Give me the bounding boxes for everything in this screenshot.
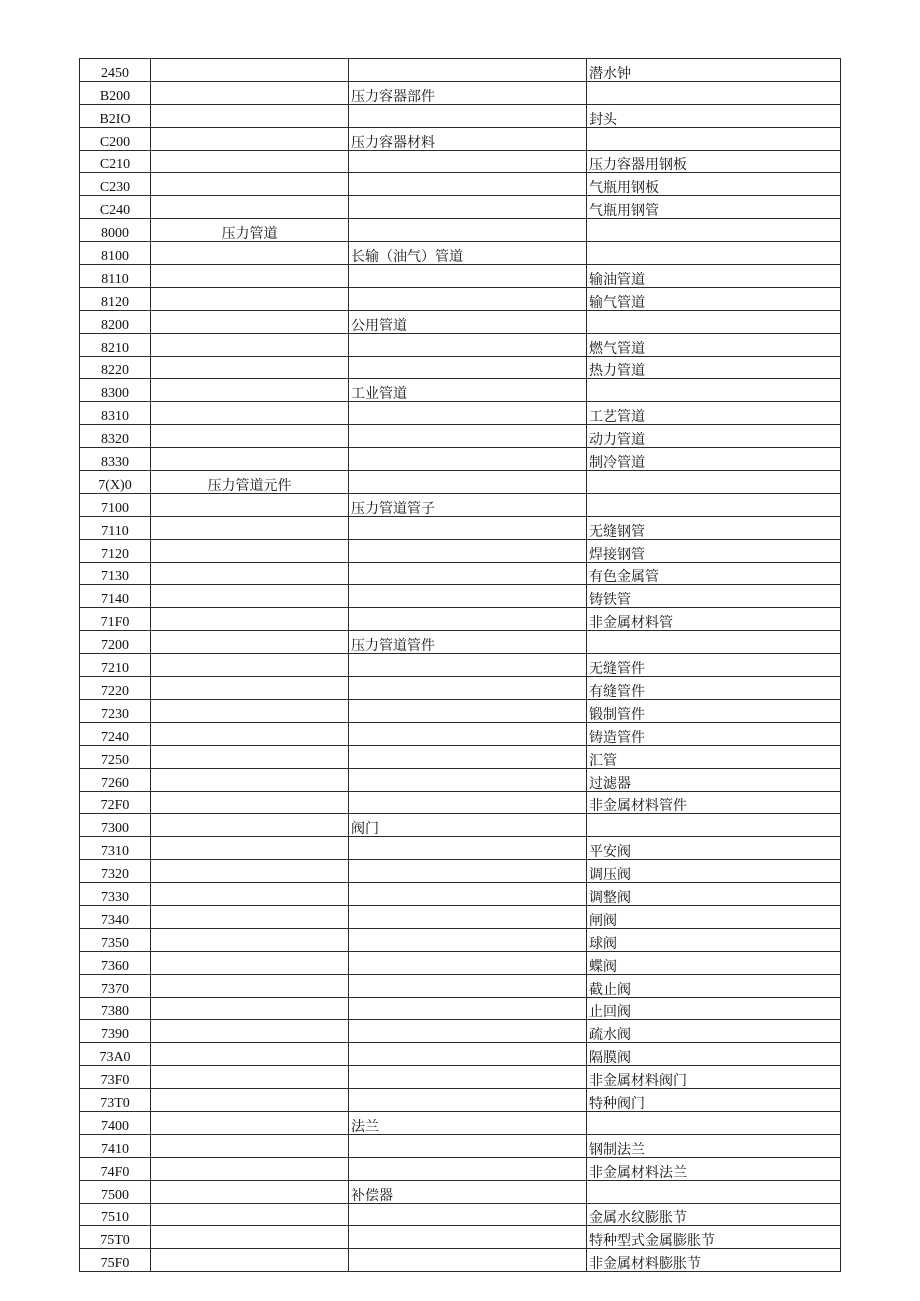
code-cell: 7390 (80, 1020, 151, 1043)
category-cell: 压力管道元件 (151, 471, 349, 494)
item-cell: 铸铁管 (587, 585, 841, 608)
item-cell (587, 310, 841, 333)
table-row (80, 379, 841, 402)
subcategory-cell (349, 905, 587, 928)
table-row (80, 356, 841, 379)
code-cell: 8110 (80, 265, 151, 288)
code-cell: 8100 (80, 242, 151, 265)
code-cell: 7340 (80, 905, 151, 928)
item-cell (587, 1111, 841, 1134)
code-cell: 7320 (80, 860, 151, 883)
category-cell (151, 1089, 349, 1112)
code-cell: 7380 (80, 997, 151, 1020)
table-row (80, 768, 841, 791)
item-cell: 制冷管道 (587, 448, 841, 471)
subcategory-cell (349, 768, 587, 791)
code-cell: 7260 (80, 768, 151, 791)
item-cell: 调整阀 (587, 883, 841, 906)
table-row (80, 287, 841, 310)
table-row (80, 860, 841, 883)
subcategory-cell (349, 425, 587, 448)
code-cell: 7230 (80, 699, 151, 722)
item-cell (587, 493, 841, 516)
table-row (80, 1020, 841, 1043)
code-cell: 72F0 (80, 791, 151, 814)
category-cell (151, 722, 349, 745)
category-cell (151, 196, 349, 219)
category-cell (151, 356, 349, 379)
table-row (80, 1089, 841, 1112)
category-cell (151, 310, 349, 333)
subcategory-cell (349, 608, 587, 631)
subcategory-cell: 压力容器材料 (349, 127, 587, 150)
item-cell: 无缝管件 (587, 654, 841, 677)
item-cell: 金属水纹膨胀节 (587, 1203, 841, 1226)
item-cell: 钢制法兰 (587, 1134, 841, 1157)
category-cell (151, 59, 349, 82)
subcategory-cell (349, 1134, 587, 1157)
code-cell: 8320 (80, 425, 151, 448)
item-cell: 平安阀 (587, 837, 841, 860)
code-cell: 7210 (80, 654, 151, 677)
item-cell: 闸阀 (587, 905, 841, 928)
table-row (80, 539, 841, 562)
category-cell (151, 104, 349, 127)
table-row (80, 585, 841, 608)
item-cell: 汇管 (587, 745, 841, 768)
category-cell (151, 631, 349, 654)
code-cell: C210 (80, 150, 151, 173)
item-cell (587, 814, 841, 837)
category-cell (151, 379, 349, 402)
table-body (80, 59, 841, 1272)
item-cell: 特种型式金属膨胀节 (587, 1226, 841, 1249)
table-row (80, 951, 841, 974)
subcategory-cell (349, 677, 587, 700)
table-row (80, 1157, 841, 1180)
item-cell (587, 379, 841, 402)
code-cell: 8300 (80, 379, 151, 402)
subcategory-cell (349, 287, 587, 310)
item-cell: 气瓶用钢板 (587, 173, 841, 196)
item-cell: 球阀 (587, 928, 841, 951)
item-cell (587, 471, 841, 494)
subcategory-cell: 补偿器 (349, 1180, 587, 1203)
subcategory-cell (349, 516, 587, 539)
category-cell (151, 677, 349, 700)
code-cell: 8120 (80, 287, 151, 310)
code-cell: 7100 (80, 493, 151, 516)
table-row (80, 974, 841, 997)
table-row (80, 219, 841, 242)
category-cell (151, 1043, 349, 1066)
subcategory-cell (349, 1066, 587, 1089)
code-cell: 7300 (80, 814, 151, 837)
item-cell: 非金属材料膨胀节 (587, 1249, 841, 1272)
code-cell: 8330 (80, 448, 151, 471)
item-cell: 有缝管件 (587, 677, 841, 700)
table-row (80, 1134, 841, 1157)
category-cell (151, 905, 349, 928)
subcategory-cell: 压力管道管子 (349, 493, 587, 516)
item-cell: 止回阀 (587, 997, 841, 1020)
item-cell (587, 219, 841, 242)
subcategory-cell (349, 1043, 587, 1066)
category-cell (151, 1020, 349, 1043)
subcategory-cell: 长输（油气）管道 (349, 242, 587, 265)
table-row (80, 814, 841, 837)
table-row (80, 1043, 841, 1066)
category-cell (151, 516, 349, 539)
item-cell: 铸造管件 (587, 722, 841, 745)
table-row (80, 333, 841, 356)
table-row (80, 1111, 841, 1134)
item-cell (587, 242, 841, 265)
item-cell: 非金属材料管 (587, 608, 841, 631)
subcategory-cell (349, 219, 587, 242)
category-cell (151, 539, 349, 562)
category-cell (151, 699, 349, 722)
table-row (80, 516, 841, 539)
subcategory-cell (349, 997, 587, 1020)
table-row (80, 928, 841, 951)
category-cell (151, 242, 349, 265)
subcategory-cell (349, 402, 587, 425)
table-row (80, 562, 841, 585)
subcategory-cell (349, 860, 587, 883)
category-cell (151, 860, 349, 883)
category-cell (151, 837, 349, 860)
subcategory-cell (349, 722, 587, 745)
subcategory-cell (349, 951, 587, 974)
code-cell: B2IO (80, 104, 151, 127)
table-row (80, 493, 841, 516)
table-row (80, 1226, 841, 1249)
table-row (80, 265, 841, 288)
subcategory-cell (349, 471, 587, 494)
subcategory-cell (349, 791, 587, 814)
item-cell: 有色金属管 (587, 562, 841, 585)
category-cell (151, 883, 349, 906)
code-cell: 7410 (80, 1134, 151, 1157)
subcategory-cell (349, 265, 587, 288)
item-cell (587, 127, 841, 150)
code-cell: 73A0 (80, 1043, 151, 1066)
code-cell: 7310 (80, 837, 151, 860)
code-cell: 7130 (80, 562, 151, 585)
code-cell: 8000 (80, 219, 151, 242)
code-cell: C230 (80, 173, 151, 196)
category-cell (151, 951, 349, 974)
item-cell: 潜水钟 (587, 59, 841, 82)
subcategory-cell (349, 196, 587, 219)
category-cell (151, 997, 349, 1020)
code-cell: 7330 (80, 883, 151, 906)
item-cell: 隔膜阀 (587, 1043, 841, 1066)
code-cell: 7(X)0 (80, 471, 151, 494)
category-cell (151, 562, 349, 585)
code-cell: 73F0 (80, 1066, 151, 1089)
category-cell: 压力管道 (151, 219, 349, 242)
item-cell: 气瓶用钢管 (587, 196, 841, 219)
subcategory-cell (349, 1089, 587, 1112)
category-cell (151, 448, 349, 471)
item-cell (587, 631, 841, 654)
item-cell: 疏水阀 (587, 1020, 841, 1043)
code-cell: 7240 (80, 722, 151, 745)
code-cell: 7110 (80, 516, 151, 539)
subcategory-cell (349, 585, 587, 608)
category-cell (151, 768, 349, 791)
category-cell (151, 1226, 349, 1249)
item-cell: 动力管道 (587, 425, 841, 448)
category-cell (151, 1249, 349, 1272)
subcategory-cell (349, 1226, 587, 1249)
category-cell (151, 585, 349, 608)
subcategory-cell (349, 883, 587, 906)
code-cell: 8210 (80, 333, 151, 356)
subcategory-cell (349, 59, 587, 82)
category-cell (151, 608, 349, 631)
category-cell (151, 1157, 349, 1180)
code-cell: 7500 (80, 1180, 151, 1203)
table-row (80, 699, 841, 722)
code-cell: 7400 (80, 1111, 151, 1134)
category-cell (151, 1134, 349, 1157)
item-cell: 输油管道 (587, 265, 841, 288)
subcategory-cell (349, 928, 587, 951)
code-cell: 2450 (80, 59, 151, 82)
table-row (80, 905, 841, 928)
item-cell: 输气管道 (587, 287, 841, 310)
subcategory-cell (349, 173, 587, 196)
item-cell: 焊接钢管 (587, 539, 841, 562)
table-row (80, 150, 841, 173)
subcategory-cell (349, 1157, 587, 1180)
table-row (80, 59, 841, 82)
subcategory-cell (349, 974, 587, 997)
table-row (80, 1249, 841, 1272)
subcategory-cell: 公用管道 (349, 310, 587, 333)
table-row (80, 402, 841, 425)
code-cell: 8220 (80, 356, 151, 379)
subcategory-cell (349, 1020, 587, 1043)
category-cell (151, 974, 349, 997)
code-cell: 73T0 (80, 1089, 151, 1112)
item-cell: 过滤器 (587, 768, 841, 791)
code-cell: 75T0 (80, 1226, 151, 1249)
table-row (80, 837, 841, 860)
table-row (80, 883, 841, 906)
subcategory-cell (349, 150, 587, 173)
table-row (80, 425, 841, 448)
subcategory-cell: 压力管道管件 (349, 631, 587, 654)
code-cell: 7220 (80, 677, 151, 700)
category-cell (151, 1111, 349, 1134)
code-cell: 7370 (80, 974, 151, 997)
category-cell (151, 265, 349, 288)
category-cell (151, 745, 349, 768)
table-row (80, 127, 841, 150)
subcategory-cell (349, 539, 587, 562)
subcategory-cell: 法兰 (349, 1111, 587, 1134)
category-cell (151, 791, 349, 814)
table-row (80, 104, 841, 127)
category-cell (151, 287, 349, 310)
item-cell: 无缝钢管 (587, 516, 841, 539)
category-cell (151, 814, 349, 837)
category-cell (151, 928, 349, 951)
code-cell: 71F0 (80, 608, 151, 631)
code-cell: 7510 (80, 1203, 151, 1226)
category-cell (151, 1066, 349, 1089)
category-cell (151, 425, 349, 448)
code-cell: 74F0 (80, 1157, 151, 1180)
table-row (80, 677, 841, 700)
code-cell: B200 (80, 81, 151, 104)
code-cell: 7120 (80, 539, 151, 562)
subcategory-cell (349, 654, 587, 677)
subcategory-cell (349, 1249, 587, 1272)
subcategory-cell (349, 104, 587, 127)
table-row (80, 745, 841, 768)
table-row (80, 997, 841, 1020)
subcategory-cell: 压力容器部件 (349, 81, 587, 104)
category-cell (151, 150, 349, 173)
table-row (80, 608, 841, 631)
table-row (80, 722, 841, 745)
subcategory-cell (349, 562, 587, 585)
category-cell (151, 333, 349, 356)
category-cell (151, 654, 349, 677)
item-cell: 非金属材料管件 (587, 791, 841, 814)
code-cell: C240 (80, 196, 151, 219)
item-cell: 锻制管件 (587, 699, 841, 722)
table-row (80, 654, 841, 677)
item-cell: 封头 (587, 104, 841, 127)
subcategory-cell (349, 745, 587, 768)
table-row (80, 81, 841, 104)
category-cell (151, 1180, 349, 1203)
category-cell (151, 493, 349, 516)
table-row (80, 471, 841, 494)
table-row (80, 448, 841, 471)
item-cell (587, 81, 841, 104)
table-row (80, 1203, 841, 1226)
classification-table (79, 58, 841, 1272)
table-row (80, 1066, 841, 1089)
item-cell: 截止阀 (587, 974, 841, 997)
table-row (80, 196, 841, 219)
code-cell: 75F0 (80, 1249, 151, 1272)
subcategory-cell (349, 699, 587, 722)
category-cell (151, 1203, 349, 1226)
item-cell: 热力管道 (587, 356, 841, 379)
table-row (80, 242, 841, 265)
category-cell (151, 173, 349, 196)
code-cell: 8310 (80, 402, 151, 425)
code-cell: 7140 (80, 585, 151, 608)
code-cell: 7350 (80, 928, 151, 951)
item-cell: 蝶阀 (587, 951, 841, 974)
subcategory-cell: 阀门 (349, 814, 587, 837)
subcategory-cell (349, 837, 587, 860)
item-cell: 特种阀门 (587, 1089, 841, 1112)
category-cell (151, 81, 349, 104)
code-cell: 7360 (80, 951, 151, 974)
code-cell: 7250 (80, 745, 151, 768)
table-row (80, 1180, 841, 1203)
category-cell (151, 127, 349, 150)
item-cell (587, 1180, 841, 1203)
item-cell: 调压阀 (587, 860, 841, 883)
table-row (80, 173, 841, 196)
item-cell: 燃气管道 (587, 333, 841, 356)
subcategory-cell: 工业管道 (349, 379, 587, 402)
code-cell: C200 (80, 127, 151, 150)
table-row (80, 310, 841, 333)
item-cell: 非金属材料阀门 (587, 1066, 841, 1089)
item-cell: 非金属材料法兰 (587, 1157, 841, 1180)
category-cell (151, 402, 349, 425)
code-cell: 7200 (80, 631, 151, 654)
subcategory-cell (349, 333, 587, 356)
subcategory-cell (349, 448, 587, 471)
item-cell: 工艺管道 (587, 402, 841, 425)
subcategory-cell (349, 356, 587, 379)
item-cell: 压力容器用钢板 (587, 150, 841, 173)
table-row (80, 791, 841, 814)
subcategory-cell (349, 1203, 587, 1226)
table-row (80, 631, 841, 654)
code-cell: 8200 (80, 310, 151, 333)
